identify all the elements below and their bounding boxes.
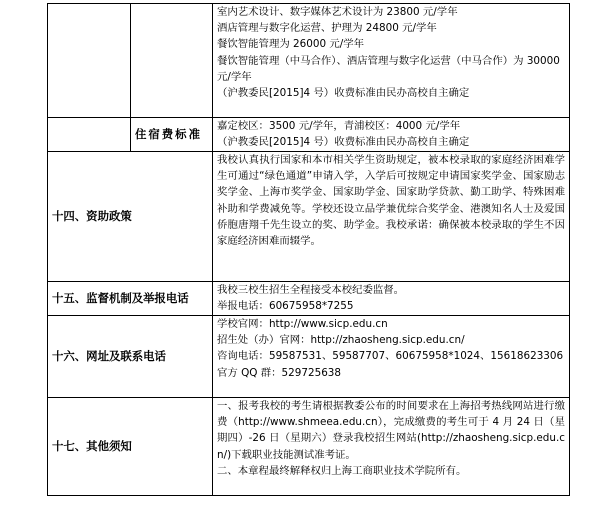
- report-phone: 举报电话：60675958*7255: [217, 300, 354, 313]
- aid-text: 我校认真执行国家和本市相关学生资助规定，被本校录取的家庭经济困难学生可通过“绿色通道”申请入学，入学后可按规定申请国家奖学金、国家励志奖学金、上海市奖学金、国家助学金、国家助学贷款、勤工助学、特殊困难补助和学费减免等。学校还设立品学兼优综合奖学金、港澳知名人士及爱国侨胞唐翔千先生设立的奖、助学金。我校承诺：确保被本校录取的学生不因家庭经济困难而辍学。: [217, 154, 565, 248]
- consult-phones: 咨询电话：59587531、59587707、60675958*1024、15618623306: [217, 350, 564, 363]
- accommodation-line: 嘉定校区：3500 元/学年，青浦校区：4000 元/学年: [217, 120, 461, 132]
- table-row-aid: [48, 152, 570, 282]
- notes-section-content: [213, 398, 570, 496]
- qq-group: 官方 QQ 群：529725638: [217, 366, 342, 379]
- admission-charter-table: [47, 3, 570, 496]
- supervision-section-content: [213, 282, 570, 316]
- notes-item: 二、本章程最终解释权归上海工商职业技术学院所有。: [217, 464, 467, 477]
- tuition-line: 酒店管理与数字化运营、护理为 24800 元/学年: [217, 22, 437, 35]
- empty-cell: [48, 4, 131, 118]
- table-row-accommodation: [48, 118, 570, 152]
- accommodation-fees-cell: [213, 118, 570, 152]
- tuition-line: （沪教委民[2015]4 号）收费标准由民办高校自主确定: [217, 87, 470, 100]
- table-row-notes: [48, 398, 570, 496]
- tuition-line: 餐饮智能管理（中马合作）、酒店管理与数字化运营（中马合作）为 30000 元/学年: [217, 54, 560, 83]
- contact-section-label: 十六、网址及联系电话: [48, 316, 213, 398]
- empty-cell: [48, 118, 131, 152]
- accommodation-line: （沪教委民[2015]4 号）收费标准由民办高校自主确定: [217, 136, 470, 149]
- empty-cell: [131, 4, 213, 118]
- accommodation-fee-label: 住宿费标准: [131, 118, 213, 152]
- aid-section-label: 十四、资助政策: [48, 152, 213, 282]
- tuition-line: 餐饮智能管理为 26000 元/学年: [217, 38, 365, 51]
- school-website: 学校官网：http://www.sicp.edu.cn: [217, 318, 388, 330]
- notes-item: 一、报考我校的考生请根据教委公布的时间要求在上海招考热线网站进行缴费（http://www.shmeea.edu.cn），完成缴费的考生可于 4 月 24 日（星期四）-26 日（星期六）登录我校招生网站(http://zhaosheng.sicp.edu.cn/)下载职业技能测试准考证。: [217, 400, 565, 461]
- table-row-tuition: [48, 4, 570, 118]
- contact-section-content: [213, 316, 570, 398]
- tuition-line: 室内艺术设计、数字媒体艺术设计为 23800 元/学年: [217, 6, 458, 18]
- tuition-fees-cell: [213, 4, 570, 118]
- table-row-supervision: [48, 282, 570, 316]
- admissions-website: 招生处（办）官网：http://zhaosheng.sicp.edu.cn/: [217, 334, 465, 347]
- supervision-section-label: 十五、监督机制及举报电话: [48, 282, 213, 316]
- table-row-contact: [48, 316, 570, 398]
- notes-section-label: 十七、其他须知: [48, 398, 213, 496]
- supervision-line: 我校三校生招生全程接受本校纪委监督。: [217, 284, 405, 296]
- aid-section-content: [213, 152, 570, 282]
